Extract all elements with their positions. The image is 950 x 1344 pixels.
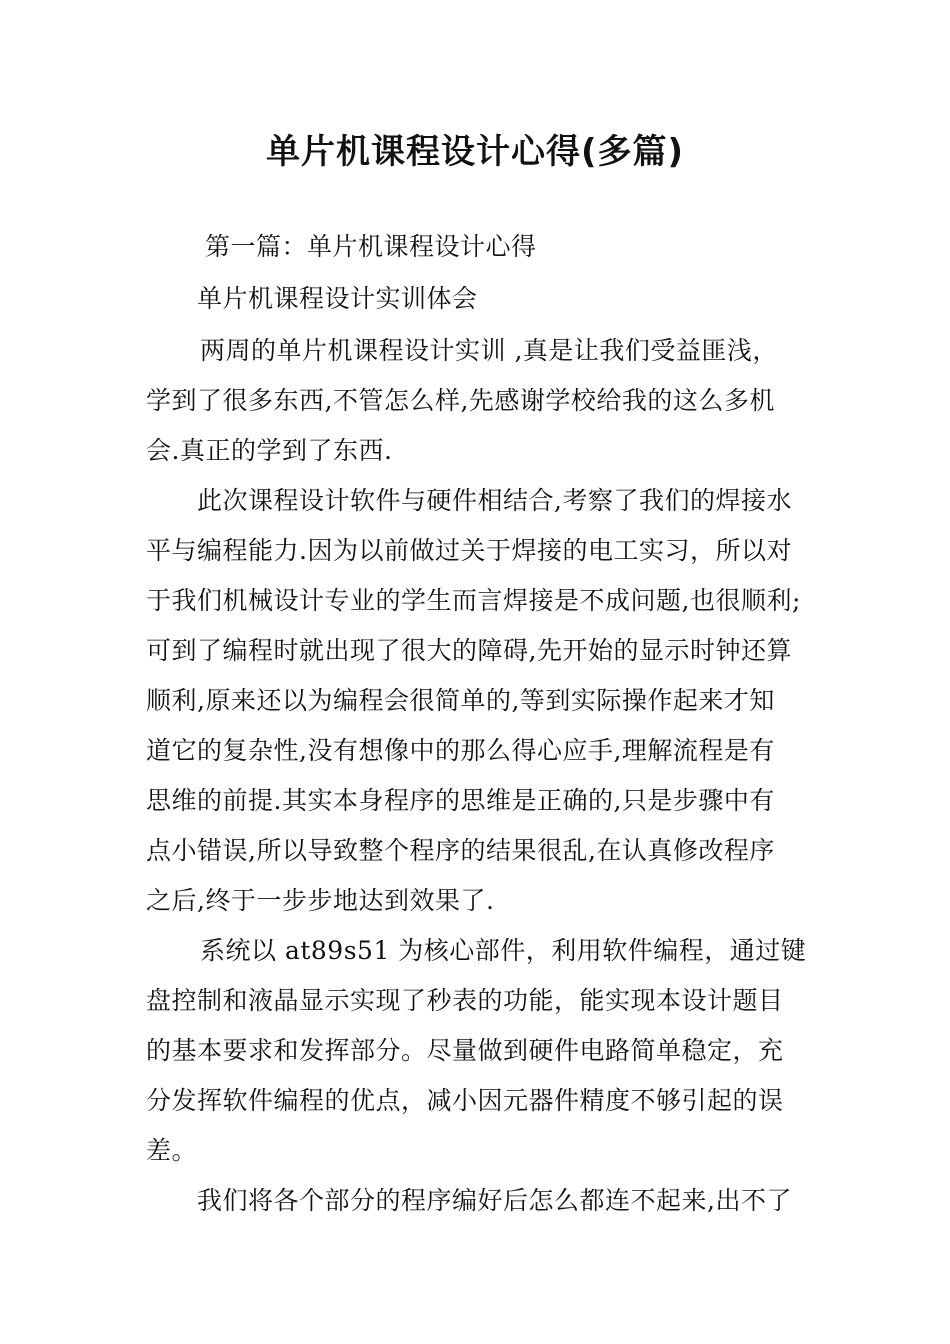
paragraph-line: 此次课程设计软件与硬件相结合,考察了我们的焊接水	[197, 486, 792, 515]
paragraph-line: 平与编程能力.因为以前做过关于焊接的电工实习，所以对	[146, 536, 792, 565]
paragraph-line: 会.真正的学到了东西.	[146, 436, 393, 465]
paragraph-line: 的基本要求和发挥部分。尽量做到硬件电路简单稳定，充	[146, 1036, 784, 1065]
paragraph-line: 可到了编程时就出现了很大的障碍,先开始的显示时钟还算	[146, 636, 792, 665]
document-title: 单片机课程设计心得(多篇)	[265, 132, 685, 172]
paragraph-line: 我们将各个部分的程序编好后怎么都连不起来,出不了	[197, 1186, 792, 1215]
paragraph-line: 系统以 at89s51 为核心部件，利用软件编程，通过键	[200, 936, 807, 965]
paragraph-line: 之后,终于一步步地达到效果了.	[146, 886, 495, 915]
paragraph-line: 道它的复杂性,没有想像中的那么得心应手,理解流程是有	[146, 736, 775, 765]
paragraph-line: 顺利,原来还以为编程会很简单的,等到实际操作起来才知	[146, 686, 775, 715]
paragraph-line: 学到了很多东西,不管怎么样,先感谢学校给我的这么多机	[146, 386, 775, 415]
paragraph-line: 差。	[146, 1136, 198, 1165]
paragraph-line: 盘控制和液晶显示实现了秒表的功能，能实现本设计题目	[146, 986, 784, 1015]
paragraph-line: 两周的单片机课程设计实训 ,真是让我们受益匪浅，	[200, 336, 778, 365]
paragraph-line: 点小错误,所以导致整个程序的结果很乱,在认真修改程序	[146, 836, 775, 865]
section-heading: 第一篇：单片机课程设计心得	[205, 232, 537, 261]
paragraph-line: 于我们机械设计专业的学生而言焊接是不成问题,也很顺利;	[146, 586, 801, 615]
paragraph-line: 分发挥软件编程的优点，减小因元器件精度不够引起的误	[146, 1086, 784, 1115]
subheading: 单片机课程设计实训体会	[197, 284, 478, 313]
paragraph-line: 思维的前提.其实本身程序的思维是正确的,只是步骤中有	[146, 786, 775, 815]
